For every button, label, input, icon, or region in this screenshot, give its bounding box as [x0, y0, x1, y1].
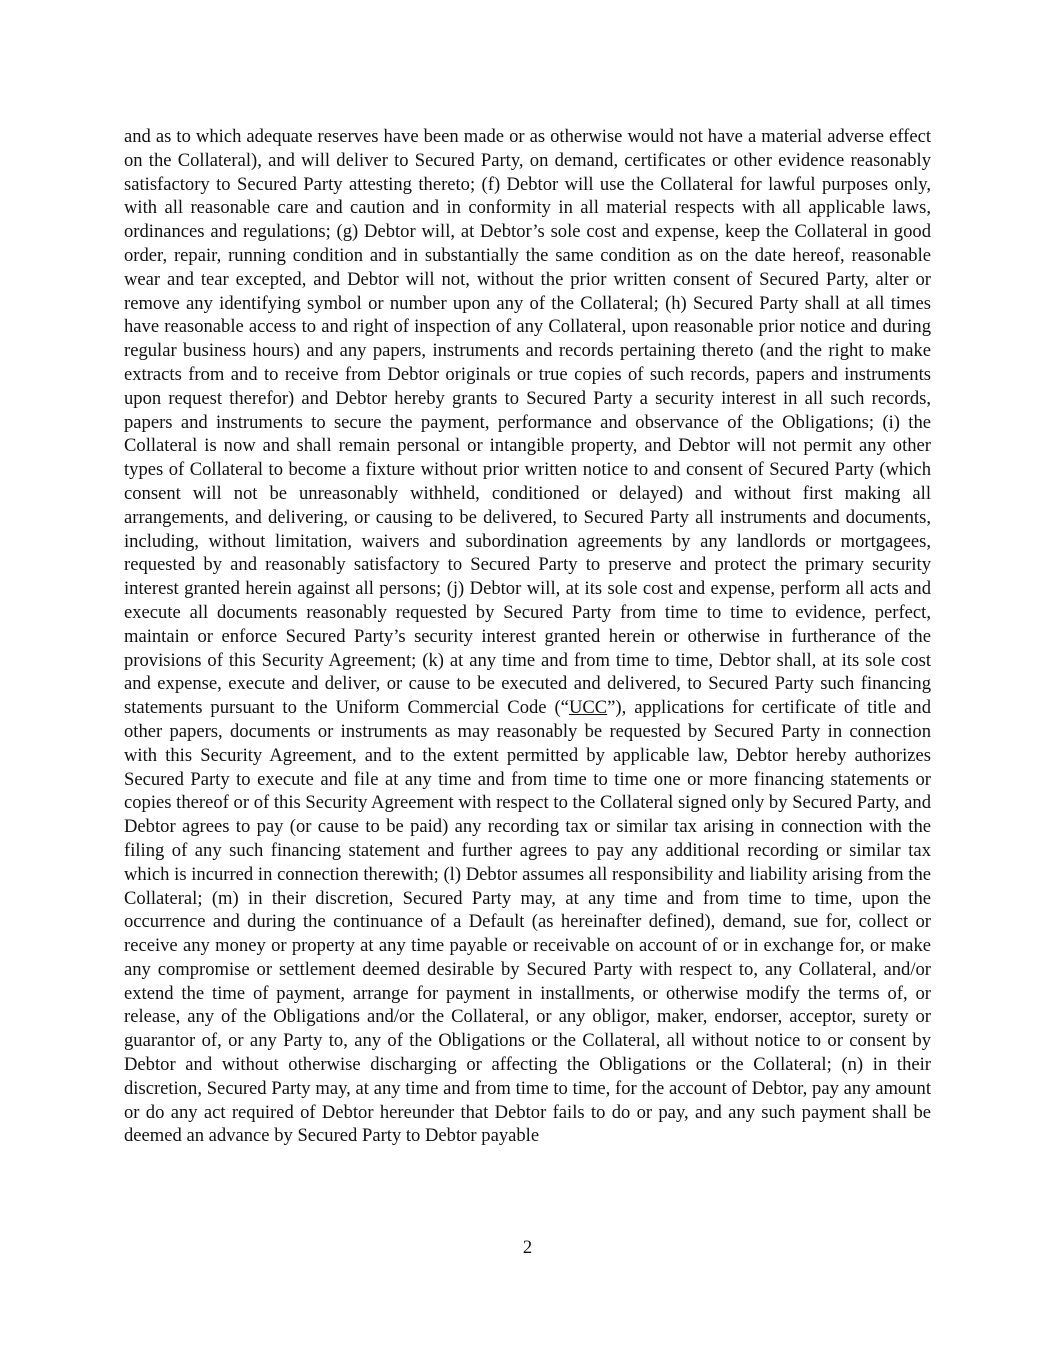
page-number: 2: [522, 1237, 533, 1258]
body-paragraph: [124, 125, 931, 1148]
paragraph-text-part-2: ”), applications for certificate of title and other papers, documents or instruments as may reasonably be requested by Secured Party in connection with this Security Agreement, and to the extent permitted by applicable law, Debtor hereby authorizes Secured Party to execute and file at any time and from time to time one or more financing statements or copies thereof or of this Security Agreement with respect to the Collateral signed only by Secured Party, and Debtor agrees to pay (or cause to be paid) any recording tax or similar tax arising in connection with the filing of any such financing statement and further agrees to pay any additional recording or similar tax which is incurred in connection therewith; (l) Debtor assumes all responsibility and liability arising from the Collateral; (m) in their discretion, Secured Party may, at any time and from time to time, upon the occurrence and during the continuance of a Default (as hereinafter defined), demand, sue for, collect or receive any money or property at any time payable or receivable on account of or in exchange for, or make any compromise or settlement deemed desirable by Secured Party with respect to, any Collateral, and/or extend the time of payment, arrange for payment in installments, or otherwise modify the terms of, or release, any of the Obligations and/or the Collateral, or any obligor, maker, endorser, acceptor, surety or guarantor of, or any Party to, any of the Obligations or the Collateral, all without notice to or consent by Debtor and without otherwise discharging or affecting the Obligations or the Collateral; (n) in their discretion, Secured Party may, at any time and from time to time, for the account of Debtor, pay any amount or do any act required of Debtor hereunder that Debtor fails to do or pay, and any such payment shall be deemed an advance by Secured Party to Debtor payable: [124, 697, 932, 1147]
defined-term-ucc: UCC: [568, 697, 608, 719]
paragraph-text-part-1: and as to which adequate reserves have been made or as otherwise would not have a material adverse effect on the Collateral), and will deliver to Secured Party, on demand, certificates or other evidence reasonably satisfactory to Secured Party attesting thereto; (f) Debtor will use the Collateral for lawful purposes only, with all reasonable care and caution and in conformity in all material respects with all applicable laws, ordinances and regulations; (g) Debtor will, at Debtor’s sole cost and expense, keep the Collateral in good order, repair, running condition and in substantially the same condition as on the date hereof, reasonable wear and tear excepted, and Debtor will not, without the prior written consent of Secured Party, alter or remove any identifying symbol or number upon any of the Collateral; (h) Secured Party shall at all times have reasonable access to and right of inspection of any Collateral, upon reasonable prior notice and during regular business hours) and any papers, instruments and records pertaining thereto (and the right to make extracts from and to receive from Debtor originals or true copies of such records, papers and instruments upon request therefor) and Debtor hereby grants to Secured Party a security interest in all such records, papers and instruments to secure the payment, performance and observance of the Obligations; (i) the Collateral is now and shall remain personal or intangible property, and Debtor will not permit any other types of Collateral to become a fixture without prior written notice to and consent of Secured Party (which consent will not be unreasonably withheld, conditioned or delayed) and without first making all arrangements, and delivering, or causing to be delivered, to Secured Party all instruments and documents, including, without limitation, waivers and subordination agreements by any landlords or mortgagees, requested by and reasonably satisfactory to Secured Party to preserve and protect the primary security interest granted herein against all persons; (j) Debtor will, at its sole cost and expense, perform all acts and execute all documents reasonably requested by Secured Party from time to time to evidence, perfect, maintain or enforce Secured Party’s security interest granted herein or otherwise in furtherance of the provisions of this Security Agreement; (k) at any time and from time to time, Debtor shall, at its sole cost and expense, execute and deliver, or cause to be executed and delivered, to Secured Party such financing statements pursuant to the Uniform Commercial Code (“: [124, 126, 931, 719]
